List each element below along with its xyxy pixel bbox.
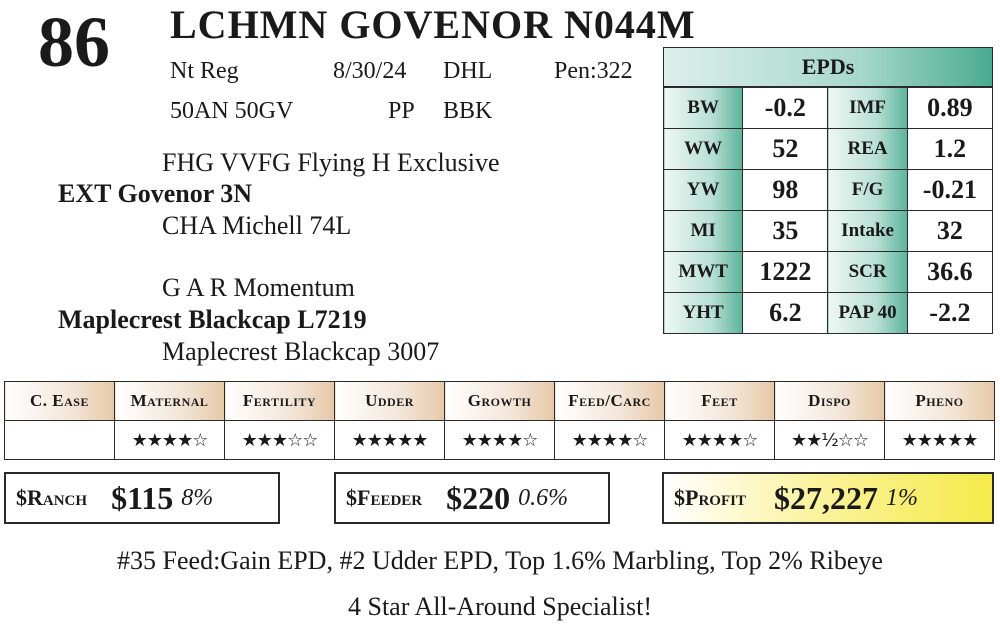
feeder-index-box	[334, 472, 610, 524]
epd-label: BW	[664, 88, 743, 129]
rating-header: C. Ease	[5, 382, 115, 421]
dam: Maplecrest Blackcap L7219	[58, 305, 367, 334]
rating-stars: ★★★★☆	[555, 421, 665, 460]
epd-label: F/G	[828, 170, 907, 211]
profit-label: $Profit	[674, 485, 746, 510]
rating-header: Feed/Carc	[555, 382, 665, 421]
sire-dam: CHA Michell 74L	[162, 211, 352, 240]
highlights-line: #35 Feed:Gain EPD, #2 Udder EPD, Top 1.6% Marbling, Top 2% Ribeye	[117, 546, 883, 575]
epd-value: 0.89	[907, 88, 992, 129]
epd-label: YW	[664, 170, 743, 211]
epd-row	[664, 129, 993, 170]
ranch-index-box	[4, 472, 280, 524]
rating-header: Maternal	[115, 382, 225, 421]
lot-number: 86	[38, 2, 110, 82]
feeder-percent: 0.6%	[518, 484, 569, 511]
epd-value: 1222	[743, 252, 828, 293]
profit-percent: 1%	[885, 484, 918, 511]
rating-header: Pheno	[885, 382, 995, 421]
epd-value: 36.6	[907, 252, 992, 293]
specialist-line: 4 Star All-Around Specialist!	[347, 592, 652, 621]
rating-stars: ★★★★☆	[445, 421, 555, 460]
epd-label: Intake	[828, 211, 907, 252]
epd-title: EPDs	[663, 47, 993, 87]
ranch-value: $115	[111, 479, 174, 516]
tag: DHL	[443, 58, 493, 84]
polled: PP	[388, 98, 415, 124]
rating-header: Growth	[445, 382, 555, 421]
epd-table	[663, 87, 993, 334]
epd-value: 6.2	[743, 293, 828, 334]
dam-dam: Maplecrest Blackcap 3007	[162, 337, 440, 366]
registration: Nt Reg	[170, 58, 239, 84]
rating-stars: ★★★★★	[885, 421, 995, 460]
sire: EXT Govenor 3N	[58, 179, 253, 208]
profit-index-box	[662, 472, 994, 524]
epd-value: -0.2	[743, 88, 828, 129]
rating-stars: ★★★☆☆	[225, 421, 335, 460]
rating-header: Udder	[335, 382, 445, 421]
epd-label: WW	[664, 129, 743, 170]
profit-value: $27,227	[773, 479, 878, 516]
epd-label: IMF	[828, 88, 907, 129]
epd-label: MWT	[664, 252, 743, 293]
epd-value: 32	[907, 211, 992, 252]
ratings-table	[4, 381, 995, 460]
epd-value: -2.2	[907, 293, 992, 334]
epd-row	[664, 211, 993, 252]
epd-value: 52	[743, 129, 828, 170]
epd-value: 98	[743, 170, 828, 211]
birth-date: 8/30/24	[333, 58, 407, 84]
epd-row	[664, 293, 993, 334]
color: BBK	[443, 98, 493, 124]
rating-stars: ★★★★★	[335, 421, 445, 460]
ranch-label: $Ranch	[16, 485, 88, 510]
rating-stars: ★★★★☆	[115, 421, 225, 460]
rating-header: Fertility	[225, 382, 335, 421]
feeder-label: $Feeder	[346, 485, 423, 510]
epd-row	[664, 88, 993, 129]
epd-label: YHT	[664, 293, 743, 334]
epd-label: REA	[828, 129, 907, 170]
epd-label: SCR	[828, 252, 907, 293]
epd-value: 1.2	[907, 129, 992, 170]
rating-stars	[5, 421, 115, 460]
epd-value: 35	[743, 211, 828, 252]
rating-stars: ★★★★☆	[665, 421, 775, 460]
epd-row	[664, 170, 993, 211]
breed: 50AN 50GV	[170, 98, 294, 124]
dam-sire: G A R Momentum	[162, 273, 355, 302]
rating-header: Dispo	[775, 382, 885, 421]
sire-sire: FHG VVFG Flying H Exclusive	[162, 148, 500, 177]
rating-stars: ★★½☆☆	[775, 421, 885, 460]
rating-header: Feet	[665, 382, 775, 421]
ranch-percent: 8%	[181, 484, 214, 511]
pen: Pen:322	[554, 58, 633, 84]
animal-name: LCHMN GOVENOR N044M	[170, 2, 696, 47]
epd-value: -0.21	[907, 170, 992, 211]
feeder-value: $220	[446, 479, 511, 516]
epd-label: PAP 40	[828, 293, 907, 334]
epd-panel	[663, 47, 993, 334]
epd-label: MI	[664, 211, 743, 252]
epd-row	[664, 252, 993, 293]
